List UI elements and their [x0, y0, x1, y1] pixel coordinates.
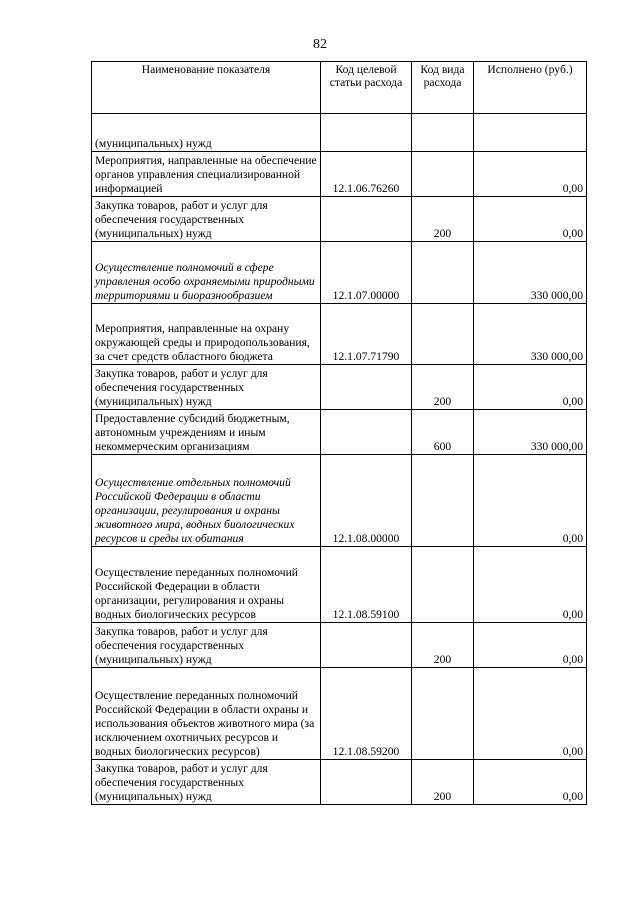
- row-code-cell: 12.1.07.71790: [321, 304, 412, 365]
- table-row: [92, 455, 587, 547]
- row-code-cell: [321, 760, 412, 805]
- row-code-cell: 12.1.07.00000: [321, 242, 412, 304]
- row-code-cell: 12.1.08.59200: [321, 668, 412, 760]
- header-name: Наименование показателя: [92, 62, 321, 114]
- row-kind-cell: 200: [412, 197, 474, 242]
- page-number: 82: [313, 37, 327, 52]
- row-name-cell: Закупка товаров, работ и услуг для обеспечения государственных (муниципальных) нужд: [92, 197, 321, 242]
- row-code-cell: [321, 114, 412, 152]
- table-row: [92, 547, 587, 623]
- row-kind-cell: 600: [412, 410, 474, 455]
- row-amount-cell: [474, 114, 587, 152]
- row-name-cell: Осуществление переданных полномочий Российской Федерации в области охраны и использования объектов животного мира (за исключением охотничьих ресурсов и водных биологических ресурсов): [92, 668, 321, 760]
- row-amount-cell: 0,00: [474, 197, 587, 242]
- row-name-cell: Осуществление полномочий в сфере управления особо охраняемыми природными территориями и биоразнообразием: [92, 242, 321, 304]
- row-name-cell: Мероприятия, направленные на обеспечение органов управления специализированной информацией: [92, 152, 321, 197]
- table-row: [92, 365, 587, 410]
- row-kind-cell: [412, 242, 474, 304]
- row-code-cell: 12.1.06.76260: [321, 152, 412, 197]
- row-code-cell: [321, 623, 412, 668]
- row-kind-cell: [412, 547, 474, 623]
- row-kind-cell: [412, 455, 474, 547]
- row-name-cell: Осуществление переданных полномочий Российской Федерации в области организации, регулирования и охраны водных биологических ресурсов: [92, 547, 321, 623]
- row-amount-cell: 330 000,00: [474, 410, 587, 455]
- row-amount-cell: 0,00: [474, 365, 587, 410]
- row-name-cell: Закупка товаров, работ и услуг для обеспечения государственных (муниципальных) нужд: [92, 760, 321, 805]
- table-row: [92, 760, 587, 805]
- row-code-cell: 12.1.08.00000: [321, 455, 412, 547]
- row-amount-cell: 0,00: [474, 547, 587, 623]
- table-row: [92, 304, 587, 365]
- row-amount-cell: 0,00: [474, 760, 587, 805]
- row-code-cell: [321, 197, 412, 242]
- row-name-cell: Закупка товаров, работ и услуг для обеспечения государственных (муниципальных) нужд: [92, 623, 321, 668]
- row-amount-cell: 0,00: [474, 668, 587, 760]
- row-amount-cell: 0,00: [474, 152, 587, 197]
- table-row: [92, 623, 587, 668]
- table-row: [92, 668, 587, 760]
- row-amount-cell: 0,00: [474, 455, 587, 547]
- table-row: [92, 242, 587, 304]
- header-kind: Код вида расхода: [412, 62, 474, 114]
- row-code-cell: [321, 410, 412, 455]
- header-code: Код целевой статьи расхода: [321, 62, 412, 114]
- row-name-cell: Мероприятия, направленные на охрану окружающей среды и природопользования, за счет средств областного бюджета: [92, 304, 321, 365]
- row-name-cell: Осуществление отдельных полномочий Российской Федерации в области организации, регулирования и охраны животного мира, водных биологических ресурсов и среды их обитания: [92, 455, 321, 547]
- row-amount-cell: 330 000,00: [474, 304, 587, 365]
- row-kind-cell: [412, 304, 474, 365]
- row-code-cell: 12.1.08.59100: [321, 547, 412, 623]
- row-amount-cell: 330 000,00: [474, 242, 587, 304]
- row-name-cell: Предоставление субсидий бюджетным, автономным учреждениям и иным некоммерческим организациям: [92, 410, 321, 455]
- row-kind-cell: 200: [412, 365, 474, 410]
- table-row: [92, 410, 587, 455]
- table-row: [92, 152, 587, 197]
- table-row: [92, 197, 587, 242]
- row-kind-cell: [412, 152, 474, 197]
- header-amount: Исполнено (руб.): [474, 62, 587, 114]
- budget-table: [91, 61, 587, 805]
- row-code-cell: [321, 365, 412, 410]
- row-name-cell: Закупка товаров, работ и услуг для обеспечения государственных (муниципальных) нужд: [92, 365, 321, 410]
- row-amount-cell: 0,00: [474, 623, 587, 668]
- table-body: [92, 114, 587, 805]
- row-kind-cell: [412, 114, 474, 152]
- row-kind-cell: 200: [412, 760, 474, 805]
- row-kind-cell: [412, 668, 474, 760]
- row-kind-cell: 200: [412, 623, 474, 668]
- table-row: [92, 114, 587, 152]
- row-name-cell: (муниципальных) нужд: [92, 114, 321, 152]
- table-header-row: [92, 62, 587, 114]
